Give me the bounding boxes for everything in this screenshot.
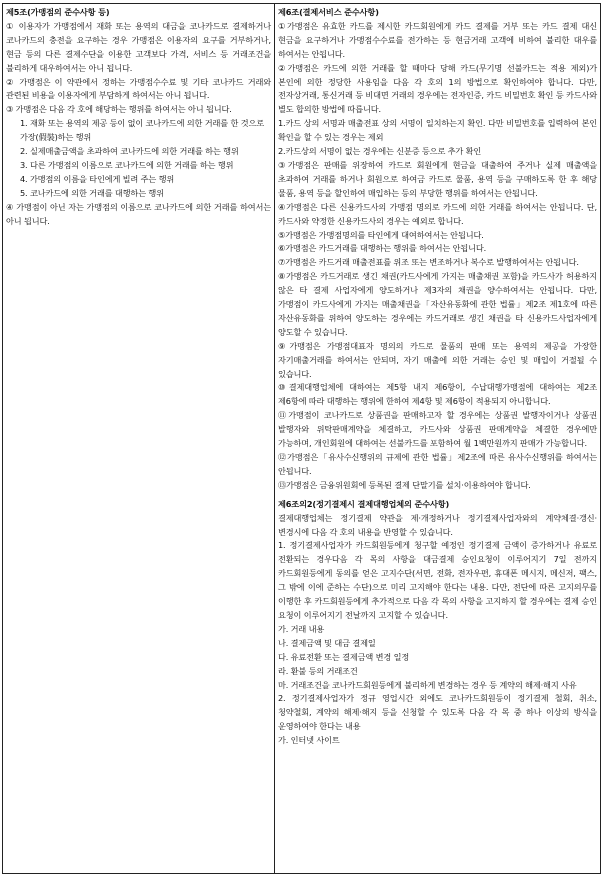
- article-6-heading: 제6조(결제서비스 준수사항): [278, 7, 379, 17]
- article-5-item: 4. 가맹점의 이름을 타인에게 빌려 주는 행위: [20, 173, 175, 184]
- left-column: [3, 4, 275, 873]
- article-6-para: ⑦가맹점은 카드거래 매출전표를 위조 또는 변조하거나 복수로 발행하여서는 안됩니다.: [278, 257, 579, 268]
- article-6-para: ⑫가맹점은「유사수신행위의 규제에 관한 법률」제2조에 따른 유사수신행위를 하여서는 안됩니다.: [278, 452, 597, 476]
- article-5-item: 1. 재화 또는 용역의 제공 등이 없이 코나카드에 의한 거래를 한 것으로 가장(假裝)하는 행위: [20, 118, 264, 143]
- article-5-item: 2. 실제매출금액을 초과하여 코나카드에 의한 거래를 하는 행위: [20, 146, 239, 157]
- article-5-item: 5. 코나카드에 의한 거래를 대행하는 행위: [20, 187, 164, 198]
- article-6-2-para: 다. 유료전환 또는 결제금액 변경 일정: [278, 651, 410, 662]
- article-6-para: ④가맹점은 다른 신용카드사의 가맹점 명의로 카드에 의한 거래를 하여서는 안됩니다. 단, 카드사와 약정한 신용카드사의 경우는 예외로 합니다.: [278, 201, 597, 226]
- article-5-para-1: ① 이용자가 가맹점에서 재화 또는 용역의 대금을 코나카드로 결제하거나 코나카드의 충전을 요구하는 경우 가맹점은 이용자의 요구를 거부하거나, 현금 등의 다른 결제수단을 이용한 고객보다 가격, 서비스 등 거래조건을 불리하게 대우하여서는 아니 됩니다.: [6, 20, 271, 73]
- article-6-para: ⑪가맹점이 코나카드로 상품권을 판매하고자 할 경우에는 상품권 발행자이거나 상품권 발행자와 위탁판매계약을 체결하고, 카드사와 상품권 판매계약을 체결한 경우에만 가능하며, 개인회원에 대하여는 선불카드를 포함하여 월 1백만원까지 판매가 가능합니다.: [278, 410, 597, 449]
- article-6-para: ⑬가맹점은 금융위원회에 등록된 결제 단말기를 설치·이용하여야 합니다.: [278, 479, 531, 490]
- article-6-2-para: 가. 인터넷 사이트: [278, 735, 340, 746]
- article-6-para: ②가맹점은 카드에 의한 거래를 할 때마다 당해 카드(무기명 선불카드는 적용 제외)가 본인에 의한 정당한 사용임을 다음 각 호의 1의 방법으로 확인하여야 합니다. 다만, 전자상거래, 통신거래 등 비대면 거래의 경우에는 전자인증, 카드 비밀번호 확인 등 카드사와 별도 합의한 방법에 따릅니다.: [278, 62, 597, 115]
- terms-table: [2, 3, 601, 874]
- article-6-para: ⑩결제대행업체에 대하여는 제5항 내지 제6항이, 수납대행가맹점에 대하여는 제2조 제6항에 따라 대행하는 행위에 한하여 제4항 및 제6항이 적용되지 아니합니다.: [278, 382, 597, 407]
- article-6-2-para: 라. 환불 등의 거래조건: [278, 665, 358, 676]
- article-6-para: ⑨가맹점은 가맹점대표자 명의의 카드로 물품의 판매 또는 용역의 제공을 가장한 자기매출거래를 하여서는 안되며, 자기 매출에 의한 거래는 승인 및 매입이 거절될 수 있습니다.: [278, 340, 597, 379]
- article-6-para: ⑥가맹점은 카드거래를 대행하는 행위를 하여서는 안됩니다.: [278, 243, 487, 254]
- article-6-2-para: 나. 결제금액 및 대금 결제일: [278, 637, 376, 648]
- article-5-item: 3. 다른 가맹점의 이름으로 코나카드에 의한 거래를 하는 행위: [20, 159, 234, 170]
- article-6-2-para: 1. 정기결제사업자가 카드회원등에게 청구할 예정인 정기결제 금액이 증가하거나 유료로 전환되는 경우다음 각 목의 사항을 대금결제 승인요청이 이루어지기 7일 전까지 카드회원등에게 동의를 얻은 고지수단(서면, 전화, 전자우편, 휴대폰 메시지, 메신저, 팩스, 그 밖에 이에 준하는 수단)으로 미리 고지해야 한다는 내용. 다만, 전단에 따른 고지의무를 이행한 후 카드회원등에게 추가적으로 다음 각 목의 사항을 고지하지 할 경우에는 결제 승인 요청이 이루어지기 전날까지 고지할 수 있습니다.: [278, 540, 597, 620]
- article-5-heading: 제5조(가맹점의 준수사항 등): [6, 7, 110, 17]
- article-6-para: ①가맹점은 유효한 카드를 제시한 카드회원에게 카드 결제를 거부 또는 카드 결제 대신 현금을 요구하거나 가맹점수수료를 전가하는 등 현금거래 고객에 비하여 불리한 대우를 하여서는 안됩니다.: [278, 20, 597, 59]
- article-6-para: 2.카드상의 서명이 없는 경우에는 신분증 등으로 추가 확인: [278, 146, 482, 157]
- article-6-2-para: 가. 거래 내용: [278, 623, 325, 634]
- right-column: [275, 4, 600, 873]
- article-6-2-para: 2. 정기결제사업자가 정규 영업시간 외에도 코나카드회원등이 정기결제 철회, 취소, 청약철회, 계약의 해제·해지 등을 신청할 수 있도록 다음 각 목 중 하나 이상의 방식을 운영하여야 한다는 내용: [278, 693, 597, 732]
- article-5-para-3: ③ 가맹점은 다음 각 호에 해당하는 행위를 하여서는 아니 됩니다.: [6, 104, 232, 115]
- article-6-2-heading: 제6조의2(정기결제시 결제대행업체의 준수사항): [278, 498, 450, 509]
- article-5-para-2: ② 가맹점은 이 약관에서 정하는 가맹점수수료 및 기타 코나카드 거래와 관련된 비용을 이용자에게 부담하게 하여서는 아니 됩니다.: [6, 76, 271, 101]
- article-6-para: 1.카드 상의 서명과 매출전표 상의 서명이 일치하는지 확인. 다만 비밀번호를 입력하여 본인 확인을 할 수 있는 경우는 제외: [278, 118, 597, 143]
- article-6-2-para: 결제대행업체는 정기결제 약관을 제·개정하거나 정기결제사업자와의 계약체결·갱신·변경시에 다음 각 호의 내용을 반영할 수 있습니다.: [278, 512, 597, 537]
- article-6-para: ⑧가맹점은 카드거래로 생긴 채권(카드사에게 가지는 매출채권 포함)을 카드사가 허용하지 않은 타 결제 사업자에게 양도하거나 제3자의 채권을 양수하여서는 안됩니다. 다만, 가맹점이 카드사에게 가지는 매출채권을「자산유동화에 관한 법률」제2조 제1호에 따른 자산유동화를 위하여 양도하는 경우에는 카드거래로 생긴 채권을 타 신용카드사업자에게 양도할 수 있습니다.: [278, 271, 597, 337]
- article-5-para-4: ④ 가맹점이 아닌 자는 가맹점의 이름으로 코나카드에 의한 거래를 하여서는 아니 됩니다.: [6, 201, 271, 226]
- article-6-para: ③가맹점은 판매를 위장하여 카드로 회원에게 현금을 대출하여 주거나 실제 매출액을 초과하여 거래를 하거나 회원으로 하여금 카드로 물품, 용역 등을 구매하도록 한 후 해당 물품, 용역 등을 할인하여 매입하는 등의 부당한 행위를 하여서는 안됩니다.: [278, 159, 597, 198]
- article-6-2-para: 마. 거래조건을 코나카드회원등에게 불리하게 변경하는 경우 등 계약의 해제·해지 사유: [278, 679, 577, 690]
- article-6-para: ⑤가맹점은 가맹점명의를 타인에게 대여하여서는 안됩니다.: [278, 229, 484, 240]
